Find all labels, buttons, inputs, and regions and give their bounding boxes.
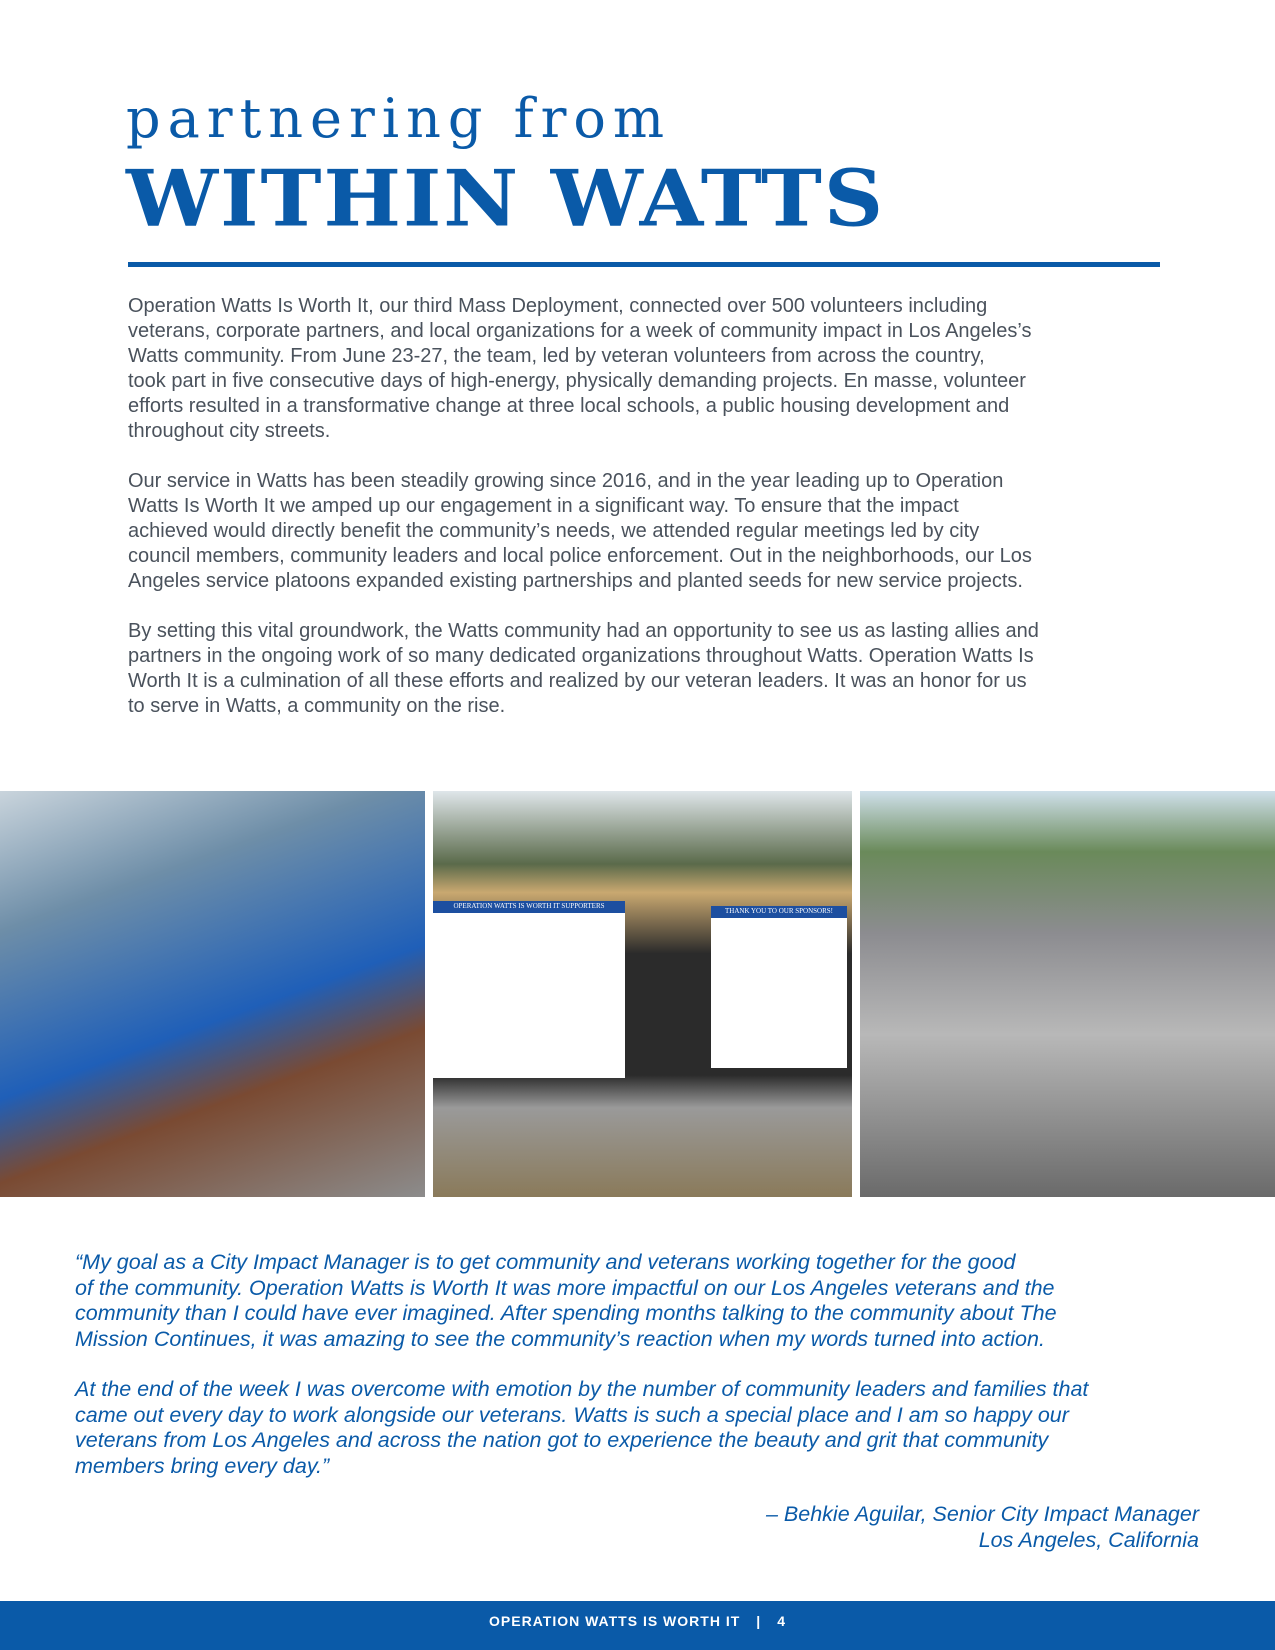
text-line: Our service in Watts has been steadily growing since 2016, and in the year leading up to Operation [128,470,1004,492]
paragraph-1 [128,294,1188,444]
footer-separator: | [756,1613,762,1629]
title-divider [128,262,1160,267]
text-line: council members, community leaders and local police enforcement. Out in the neighborhoods, our Los [128,545,1032,567]
text-line: Operation Watts Is Worth It, our third Mass Deployment, connected over 500 volunteers including [128,295,988,317]
text-line: Angeles service platoons expanded existing partnerships and planted seeds for new service projects. [128,570,1023,592]
quote-line: community than I could have ever imagined. After spending months talking to the community about The [75,1301,1057,1325]
text-line: to serve in Watts, a community on the rise. [128,695,506,717]
text-line: Watts community. From June 23-27, the team, led by veteran volunteers from across the country, [128,345,985,367]
page-kicker: partnering from [126,87,672,150]
text-line: took part in five consecutive days of high-energy, physically demanding projects. En masse, volunteer [128,370,1026,392]
text-line: partners in the ongoing work of so many dedicated organizations throughout Watts. Operation Watts Is [128,645,1034,667]
quote-line: veterans from Los Angeles and across the nation got to experience the beauty and grit that community [75,1428,1049,1452]
quote-line: Mission Continues, it was amazing to see the community’s reaction when my words turned into action. [75,1326,1045,1351]
text-line: veterans, corporate partners, and local organizations for a week of community impact in Los Angeles’s [128,320,1032,342]
photo-volunteers-reading [860,791,1275,1197]
footer-title: OPERATION WATTS IS WORTH IT [489,1613,741,1629]
quote-line: of the community. Operation Watts is Worth It was more impactful on our Los Angeles veterans and the [75,1275,1055,1300]
sponsors-banner [711,906,847,1068]
supporters-banner-title: OPERATION WATTS IS WORTH IT SUPPORTERS [453,902,605,910]
text-line: efforts resulted in a transformative change at three local schools, a public housing development and [128,395,1010,417]
paragraph-3 [128,619,1188,719]
quote-line: At the end of the week I was overcome with emotion by the number of community leaders and families that [75,1377,1089,1401]
testimonial-quote [75,1250,1215,1504]
supporters-banner [433,901,625,1078]
photo-volunteers-carrying-lumber [0,791,425,1197]
page-footer [0,1601,1275,1650]
body-text [128,294,1188,744]
text-line: Worth It is a culmination of all these efforts and realized by our veteran leaders. It was an honor for us [128,670,1027,692]
text-line: By setting this vital groundwork, the Watts community had an opportunity to see us as lasting allies and [128,620,1039,642]
quote-line: members bring every day.” [75,1453,330,1478]
page-number: 4 [777,1613,786,1629]
text-line: Watts Is Worth It we amped up our engagement in a significant way. To ensure that the impact [128,495,959,517]
page-title: WITHIN WATTS [126,153,886,245]
photo-sponsor-banners [433,791,852,1197]
quote-line: came out every day to work alongside our veterans. Watts is such a special place and I am so happy our [75,1402,1069,1427]
paragraph-2 [128,469,1188,594]
sponsors-banner-title: THANK YOU TO OUR SPONSORS! [725,907,833,915]
attribution-name: – Behkie Aguilar, Senior City Impact Manager [765,1502,1199,1526]
quote-attribution [766,1502,1199,1553]
quote-line: “My goal as a City Impact Manager is to get community and veterans working together for the good [75,1250,1016,1274]
attribution-place: Los Angeles, California [978,1527,1199,1552]
quote-paragraph-2 [75,1377,1215,1479]
text-line: throughout city streets. [128,420,331,442]
text-line: achieved would directly benefit the community’s needs, we attended regular meetings led by city [128,520,980,542]
quote-paragraph-1 [75,1250,1215,1352]
